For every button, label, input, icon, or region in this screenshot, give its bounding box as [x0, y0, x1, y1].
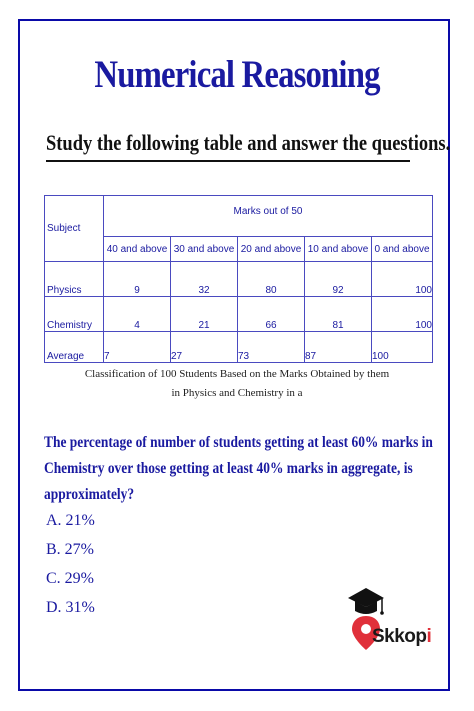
- column-header: 40 and above: [104, 237, 171, 262]
- option-b[interactable]: B. 27%: [46, 541, 94, 558]
- column-header: 20 and above: [238, 237, 305, 262]
- option-d[interactable]: D. 31%: [46, 599, 95, 616]
- caption-line: in Physics and Chemistry in a: [171, 387, 303, 399]
- table-header-row: [45, 196, 433, 237]
- brand-name: [372, 626, 431, 648]
- table-cell: 73: [238, 332, 305, 363]
- table-cell: 81: [305, 297, 372, 332]
- option-c[interactable]: C. 29%: [46, 570, 94, 587]
- question-text: The percentage of number of students getting at least 60% marks in Chemistry over those getting at least 40% marks in aggregate, is approximately?: [44, 434, 433, 503]
- table-cell: 92: [305, 262, 372, 297]
- table-cell: 7: [104, 332, 171, 363]
- column-header: 0 and above: [372, 237, 433, 262]
- brand-name-main: Skkop: [372, 626, 427, 647]
- table-cell: 80: [238, 262, 305, 297]
- brand-logo: [340, 582, 440, 662]
- option-a[interactable]: A. 21%: [46, 512, 95, 529]
- table-cell: 27: [171, 332, 238, 363]
- table-cell: 32: [171, 262, 238, 297]
- table-row: [45, 262, 433, 297]
- table-cell: 66: [238, 297, 305, 332]
- column-header: 10 and above: [305, 237, 372, 262]
- answer-options: [46, 506, 95, 622]
- table-cell: 21: [171, 297, 238, 332]
- row-label: Average: [45, 332, 104, 363]
- row-label: Chemistry: [45, 297, 104, 332]
- row-label: Physics: [45, 262, 104, 297]
- instruction-underline: [46, 160, 410, 162]
- column-header: 30 and above: [171, 237, 238, 262]
- table-cell: 100: [372, 332, 433, 363]
- table-cell: 87: [305, 332, 372, 363]
- subject-header: Subject: [45, 196, 104, 262]
- marks-table: [44, 195, 433, 363]
- table-row: [45, 332, 433, 363]
- page-title: Numerical Reasoning: [94, 53, 380, 96]
- graduation-cap-icon: [348, 588, 384, 615]
- table-cell: 100: [372, 262, 433, 297]
- table-cell: 100: [372, 297, 433, 332]
- table-caption: [0, 365, 474, 403]
- caption-line: Classification of 100 Students Based on the Marks Obtained by them: [84, 368, 390, 380]
- brand-name-accent: i: [426, 626, 432, 647]
- marks-group-header: Marks out of 50: [104, 196, 433, 237]
- table-cell: 9: [104, 262, 171, 297]
- table-row: [45, 297, 433, 332]
- instruction-heading: Study the following table and answer the questions.: [46, 130, 451, 155]
- table-cell: 4: [104, 297, 171, 332]
- table-subheader-row: [45, 237, 433, 262]
